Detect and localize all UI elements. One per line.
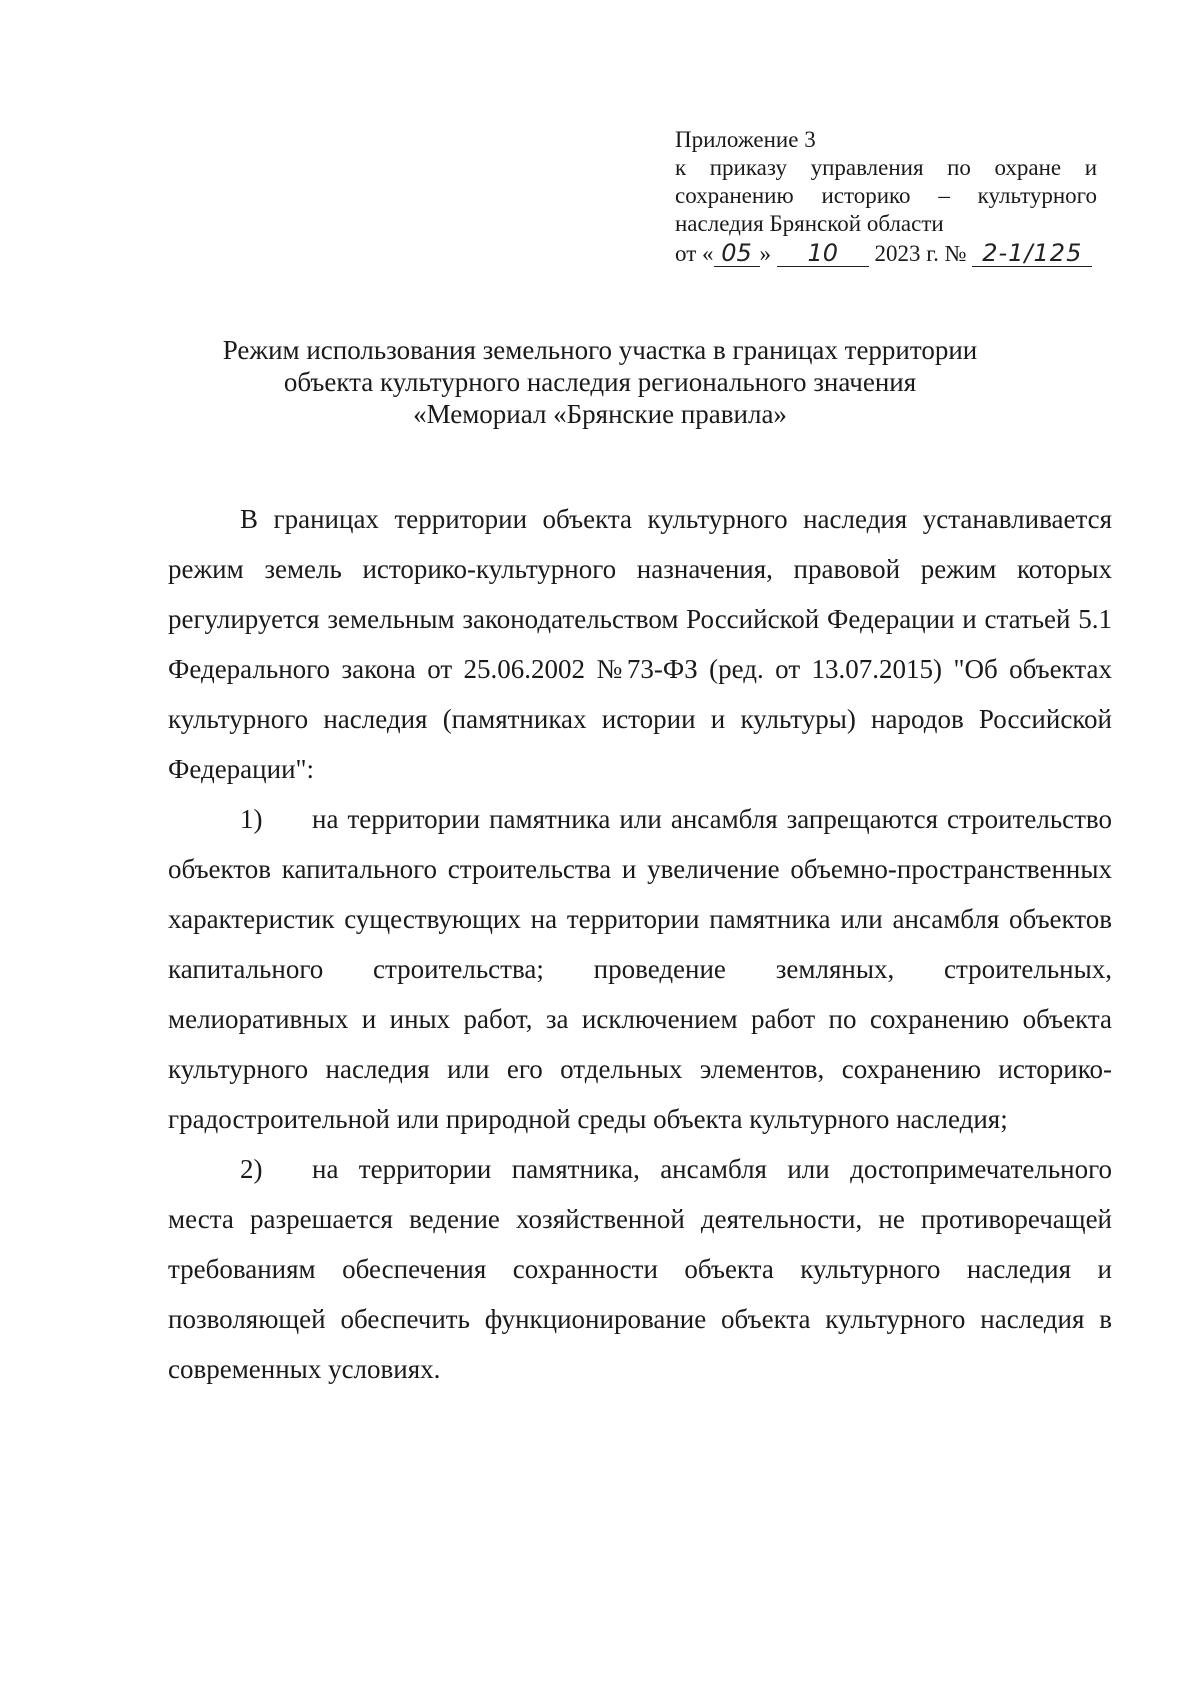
title-line: объекта культурного наследия регионального значения [283,367,917,397]
handwritten-day: 05 [714,240,760,267]
appendix-order-ref-line: сохранению историко – культурного [675,183,1097,208]
handwritten-order-number: 2-1/125 [972,240,1092,267]
list-item-text: на территории памятника, ансамбля или достопримечательного места разрешается ведение хозяйственной деятельности, не противоречащей требованиям обеспечения сохранности объекта культурного наследия и позволяющей обеспечить функционирование объекта культурного наследия в современных условиях. [168,1154,1112,1384]
list-item [168,794,1112,1144]
handwritten-month: 10 [777,240,869,267]
title-line: Режим использования земельного участка в границах территории [222,335,978,365]
list-item-number: 2) [240,1154,263,1184]
document-title [160,334,1040,430]
list-item-number: 1) [240,804,263,834]
intro-paragraph: В границах территории объекта культурного наследия устанавливается режим земель историко-культурного назначения, правовой режим которых регулируется земельным законодательством Российской Федерации и статьей 5.1 Федерального закона от 25.06.2002 №73-ФЗ (ред. от 13.07.2015) "Об объектах культурного наследия (памятниках истории и культуры) народов Российской Федерации": [168,504,1112,784]
list-item-text: на территории памятника или ансамбля запрещаются строительство объектов капитального строительства и увеличение объемно-пространственных характеристик существующих на территории памятника или ансамбля объектов капитального строительства; проведение земляных, строительных, мелиоративных и иных работ, за исключением работ по сохранению объекта культурного наследия или его отдельных элементов, сохранению историко-градостроительной или природной среды объекта культурного наследия; [168,804,1112,1134]
appendix-order-ref-line: к приказу управления по охране и [675,155,1097,180]
date-prefix: от « [675,241,714,266]
appendix-label: Приложение 3 [675,127,816,152]
title-line: «Мемориал «Брянские правила» [413,399,787,429]
date-quote-close: » [759,241,771,266]
appendix-header [675,126,1097,268]
date-year-number-label: 2023 г. № [874,241,967,266]
list-item [168,1144,1112,1394]
document-body [168,494,1112,1394]
order-date-line [675,240,1097,268]
appendix-order-ref-line: наследия Брянской области [675,211,944,236]
